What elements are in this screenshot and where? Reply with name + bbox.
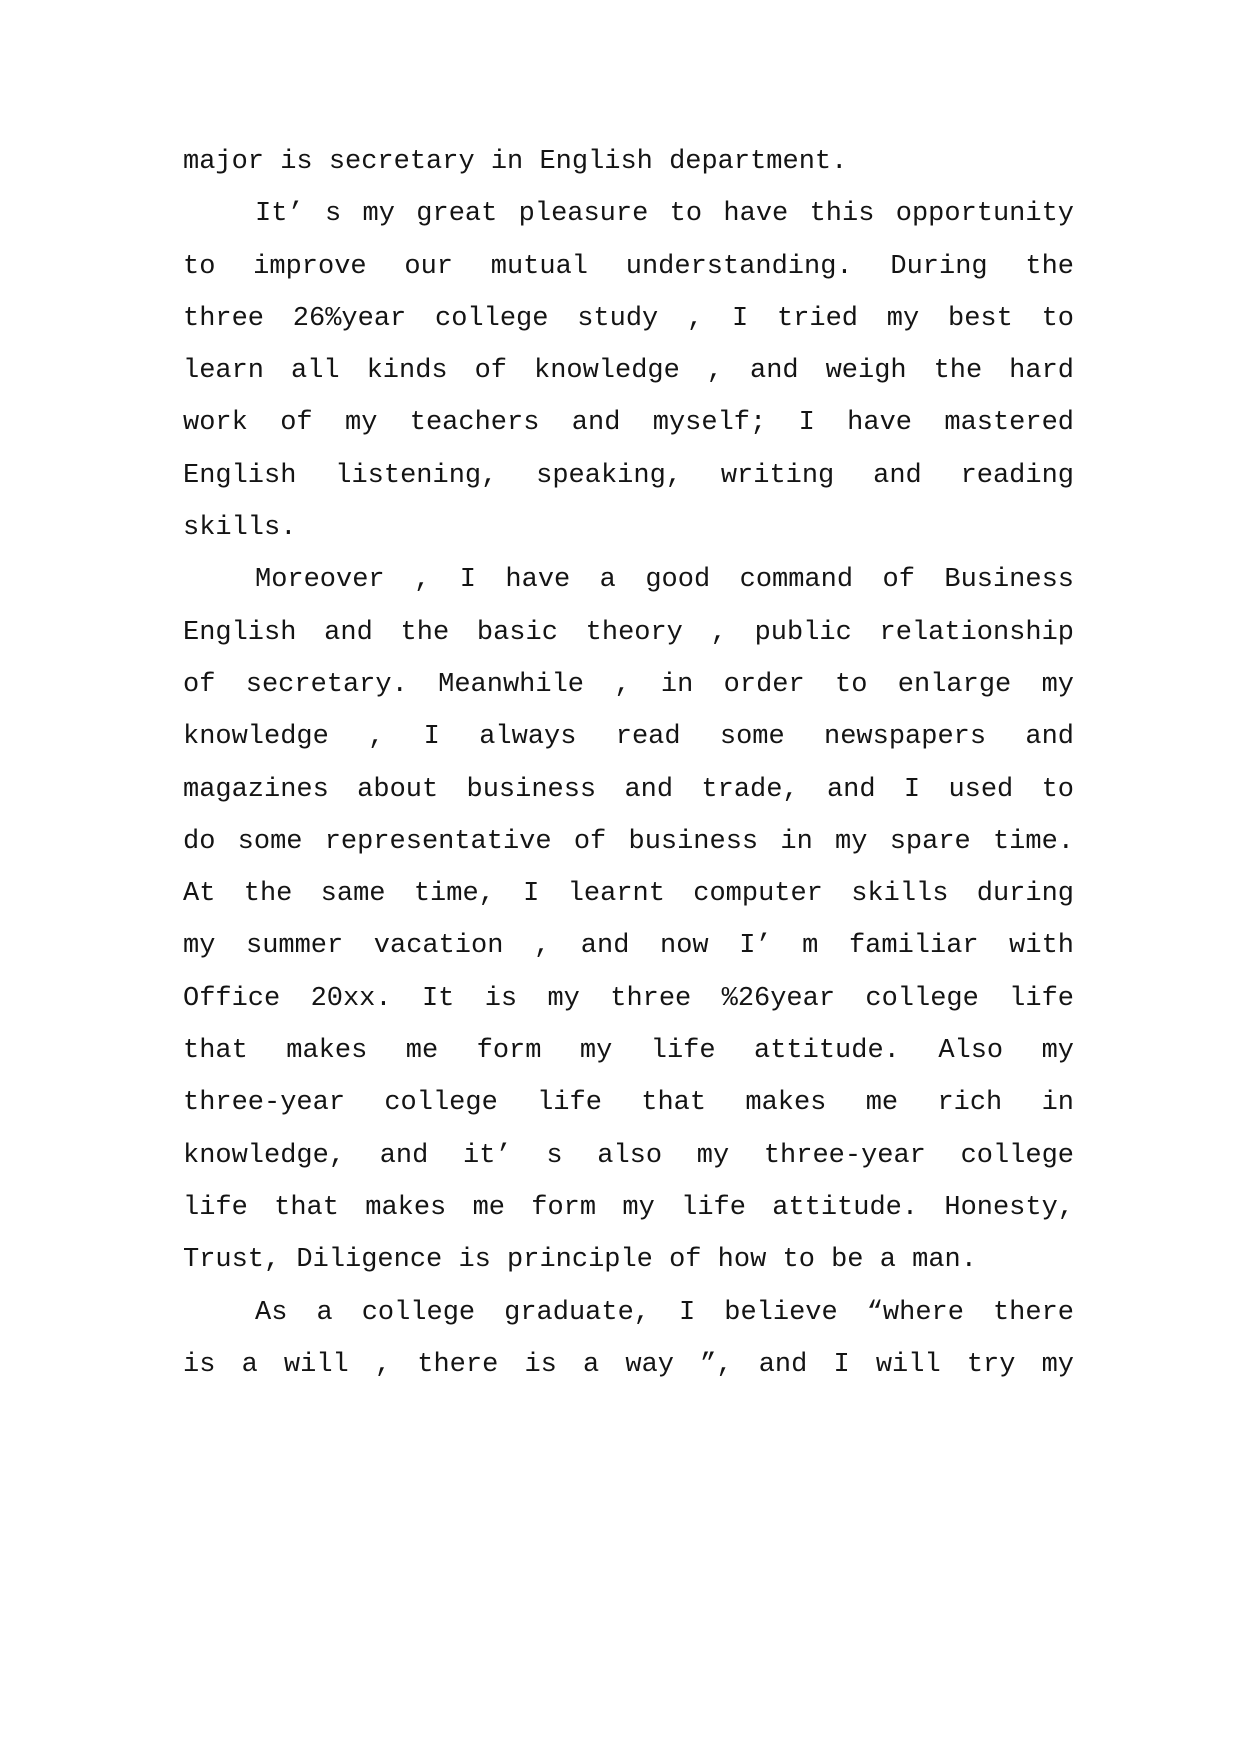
text-line: Office 20xx. It is my three %26year college life bbox=[183, 983, 1074, 1014]
paragraph bbox=[183, 1287, 1074, 1392]
text-line: major is secretary in English department. bbox=[183, 147, 848, 177]
text-line: is a will , there is a way ”, and I will try my bbox=[183, 1349, 1074, 1380]
paragraph bbox=[183, 188, 1074, 554]
text-line: Trust, Diligence is principle of how to be a man. bbox=[183, 1245, 977, 1276]
document-body bbox=[183, 136, 1074, 1391]
text-line: At the same time, I learnt computer skills during bbox=[183, 879, 1074, 910]
text-line: magazines about business and trade, and I used to bbox=[183, 774, 1074, 805]
text-line: As a college graduate, I believe “where there bbox=[255, 1297, 1074, 1328]
text-line: It’ s my great pleasure to have this opportunity bbox=[255, 199, 1074, 230]
text-line: my summer vacation , and now I’ m familiar with bbox=[183, 931, 1074, 962]
text-line: of secretary. Meanwhile , in order to enlarge my bbox=[183, 669, 1074, 700]
text-line: three-year college life that makes me rich in bbox=[183, 1088, 1074, 1119]
text-line: learn all kinds of knowledge , and weigh the hard bbox=[183, 356, 1074, 387]
paragraph bbox=[183, 554, 1074, 1286]
text-line: three 26%year college study , I tried my best to bbox=[183, 303, 1074, 334]
paragraph bbox=[183, 136, 1074, 188]
text-line: knowledge , I always read some newspapers and bbox=[183, 722, 1074, 753]
text-line: skills. bbox=[183, 513, 297, 544]
text-line: that makes me form my life attitude. Also my bbox=[183, 1036, 1074, 1067]
text-line: to improve our mutual understanding. During the bbox=[183, 251, 1074, 282]
text-line: English listening, speaking, writing and reading bbox=[183, 460, 1074, 491]
text-line: do some representative of business in my spare time. bbox=[183, 826, 1074, 857]
text-line: life that makes me form my life attitude. Honesty, bbox=[183, 1192, 1074, 1223]
text-line: work of my teachers and myself; I have mastered bbox=[183, 408, 1074, 439]
text-line: Moreover , I have a good command of Business bbox=[255, 565, 1074, 596]
text-line: English and the basic theory , public relationship bbox=[183, 617, 1074, 648]
text-line: knowledge, and it’ s also my three-year college bbox=[183, 1140, 1074, 1171]
